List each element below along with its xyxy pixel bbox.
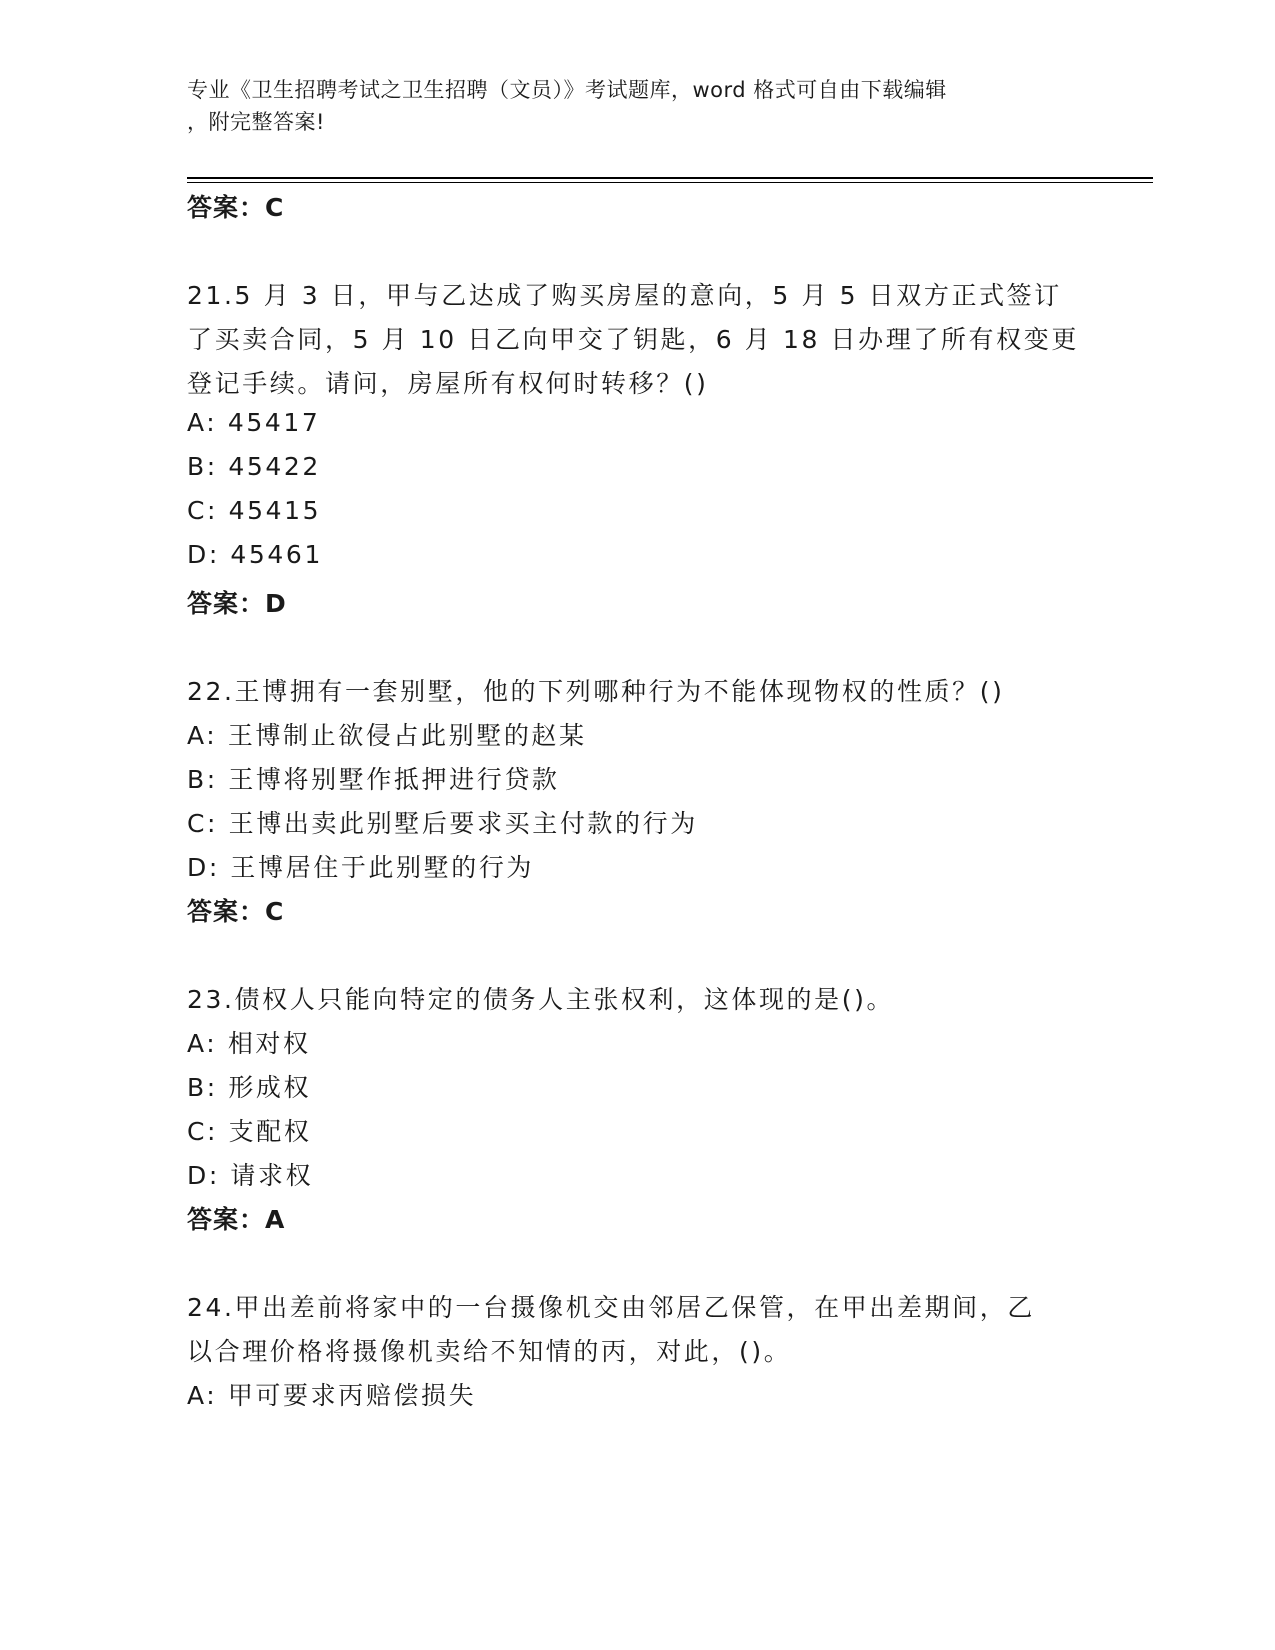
question-21-option-a: A: 45417	[187, 408, 321, 437]
header-divider-thick	[187, 177, 1153, 179]
question-21-answer: 答案：D	[187, 589, 287, 618]
question-21-option-c: C: 45415	[187, 496, 322, 525]
question-23-answer: 答案：A	[187, 1205, 286, 1234]
question-21-line-3: 登记手续。请问，房屋所有权何时转移？()	[187, 369, 709, 398]
question-23-option-c: C: 支配权	[187, 1117, 312, 1146]
question-22-option-b: B: 王博将别墅作抵押进行贷款	[187, 765, 560, 794]
question-22-option-d: D: 王博居住于此别墅的行为	[187, 853, 535, 882]
question-24-line-2: 以合理价格将摄像机卖给不知情的丙，对此，()。	[187, 1337, 792, 1366]
question-22-answer: 答案：C	[187, 897, 285, 926]
question-22-option-a: A: 王博制止欲侵占此别墅的赵某	[187, 721, 587, 750]
question-23-option-b: B: 形成权	[187, 1073, 312, 1102]
question-21-option-d: D: 45461	[187, 540, 323, 569]
question-23-option-d: D: 请求权	[187, 1161, 314, 1190]
question-22-option-c: C: 王博出卖此别墅后要求买主付款的行为	[187, 809, 698, 838]
question-21-line-1: 21.5 月 3 日，甲与乙达成了购买房屋的意向，5 月 5 日双方正式签订	[187, 281, 1062, 310]
question-21-option-b: B: 45422	[187, 452, 321, 481]
question-23-line-1: 23.债权人只能向特定的债务人主张权利，这体现的是()。	[187, 985, 895, 1014]
question-24-line-1: 24.甲出差前将家中的一台摄像机交由邻居乙保管，在甲出差期间，乙	[187, 1293, 1035, 1322]
question-21-line-2: 了买卖合同，5 月 10 日乙向甲交了钥匙，6 月 18 日办理了所有权变更	[187, 325, 1079, 354]
question-24-option-a: A: 甲可要求丙赔偿损失	[187, 1381, 477, 1410]
document-header	[187, 74, 1067, 138]
header-divider-thin	[187, 182, 1153, 183]
question-23-option-a: A: 相对权	[187, 1029, 311, 1058]
answer-previous: 答案：C	[187, 193, 285, 222]
question-22-line-1: 22.王博拥有一套别墅，他的下列哪种行为不能体现物权的性质？()	[187, 677, 1005, 706]
header-line-2: ，附完整答案!	[187, 110, 325, 134]
header-line-1: 专业《卫生招聘考试之卫生招聘（文员）》考试题库，word 格式可自由下载编辑	[187, 78, 947, 102]
